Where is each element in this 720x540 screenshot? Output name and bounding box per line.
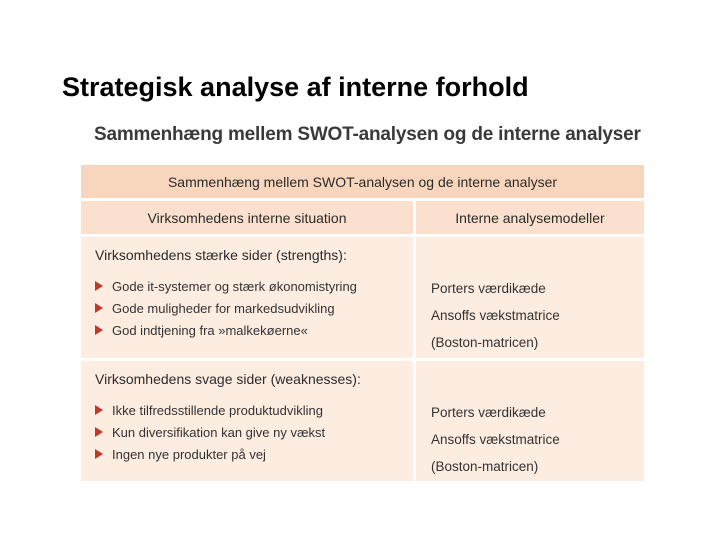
triangle-bullet-icon (95, 449, 103, 459)
figure-caption: Sammenhæng mellem SWOT-analysen og de interne analyser (94, 124, 641, 145)
triangle-bullet-icon (95, 303, 103, 313)
column-header-internal-situation: Virksomhedens interne situation (81, 201, 413, 234)
list-item-text: Ikke tilfredsstillende produktudvikling (112, 402, 323, 418)
list-item-text: God indtjening fra »malkekøerne« (112, 322, 308, 338)
model-item: (Boston-matricen) (431, 335, 539, 350)
weaknesses-models-cell (416, 361, 644, 481)
weaknesses-list (95, 399, 325, 465)
strengths-models-cell (416, 237, 644, 358)
strengths-models-list (431, 275, 560, 356)
model-item: Porters værdikæde (431, 405, 546, 420)
model-item: Ansoffs vækstmatrice (431, 308, 560, 323)
list-item (95, 319, 357, 341)
table-header: Sammenhæng mellem SWOT-analysen og de interne analyser (81, 165, 644, 198)
model-item: (Boston-matricen) (431, 459, 539, 474)
list-item (95, 297, 357, 319)
triangle-bullet-icon (95, 325, 103, 335)
strengths-cell (81, 237, 413, 358)
swot-table (81, 165, 644, 481)
weaknesses-heading: Virksomhedens svage sider (weaknesses): (95, 371, 361, 387)
list-item (95, 275, 357, 297)
list-item (95, 399, 325, 421)
weaknesses-models-list (431, 399, 560, 480)
strengths-list (95, 275, 357, 341)
list-item-text: Gode muligheder for markedsudvikling (112, 300, 335, 316)
list-item-text: Gode it-systemer og stærk økonomistyring (112, 278, 357, 294)
list-item-text: Kun diversifikation kan give ny vækst (112, 424, 326, 440)
strengths-heading: Virksomhedens stærke sider (strengths): (95, 247, 347, 263)
model-item: Ansoffs vækstmatrice (431, 432, 560, 447)
list-item-text: Ingen nye produkter på vej (112, 446, 266, 462)
triangle-bullet-icon (95, 281, 103, 291)
list-item (95, 421, 325, 443)
triangle-bullet-icon (95, 427, 103, 437)
slide-title: Strategisk analyse af interne forhold (62, 72, 529, 102)
triangle-bullet-icon (95, 405, 103, 415)
list-item (95, 443, 325, 465)
model-item: Porters værdikæde (431, 281, 546, 296)
column-header-analysis-models: Interne analysemodeller (416, 201, 644, 234)
weaknesses-cell (81, 361, 413, 481)
